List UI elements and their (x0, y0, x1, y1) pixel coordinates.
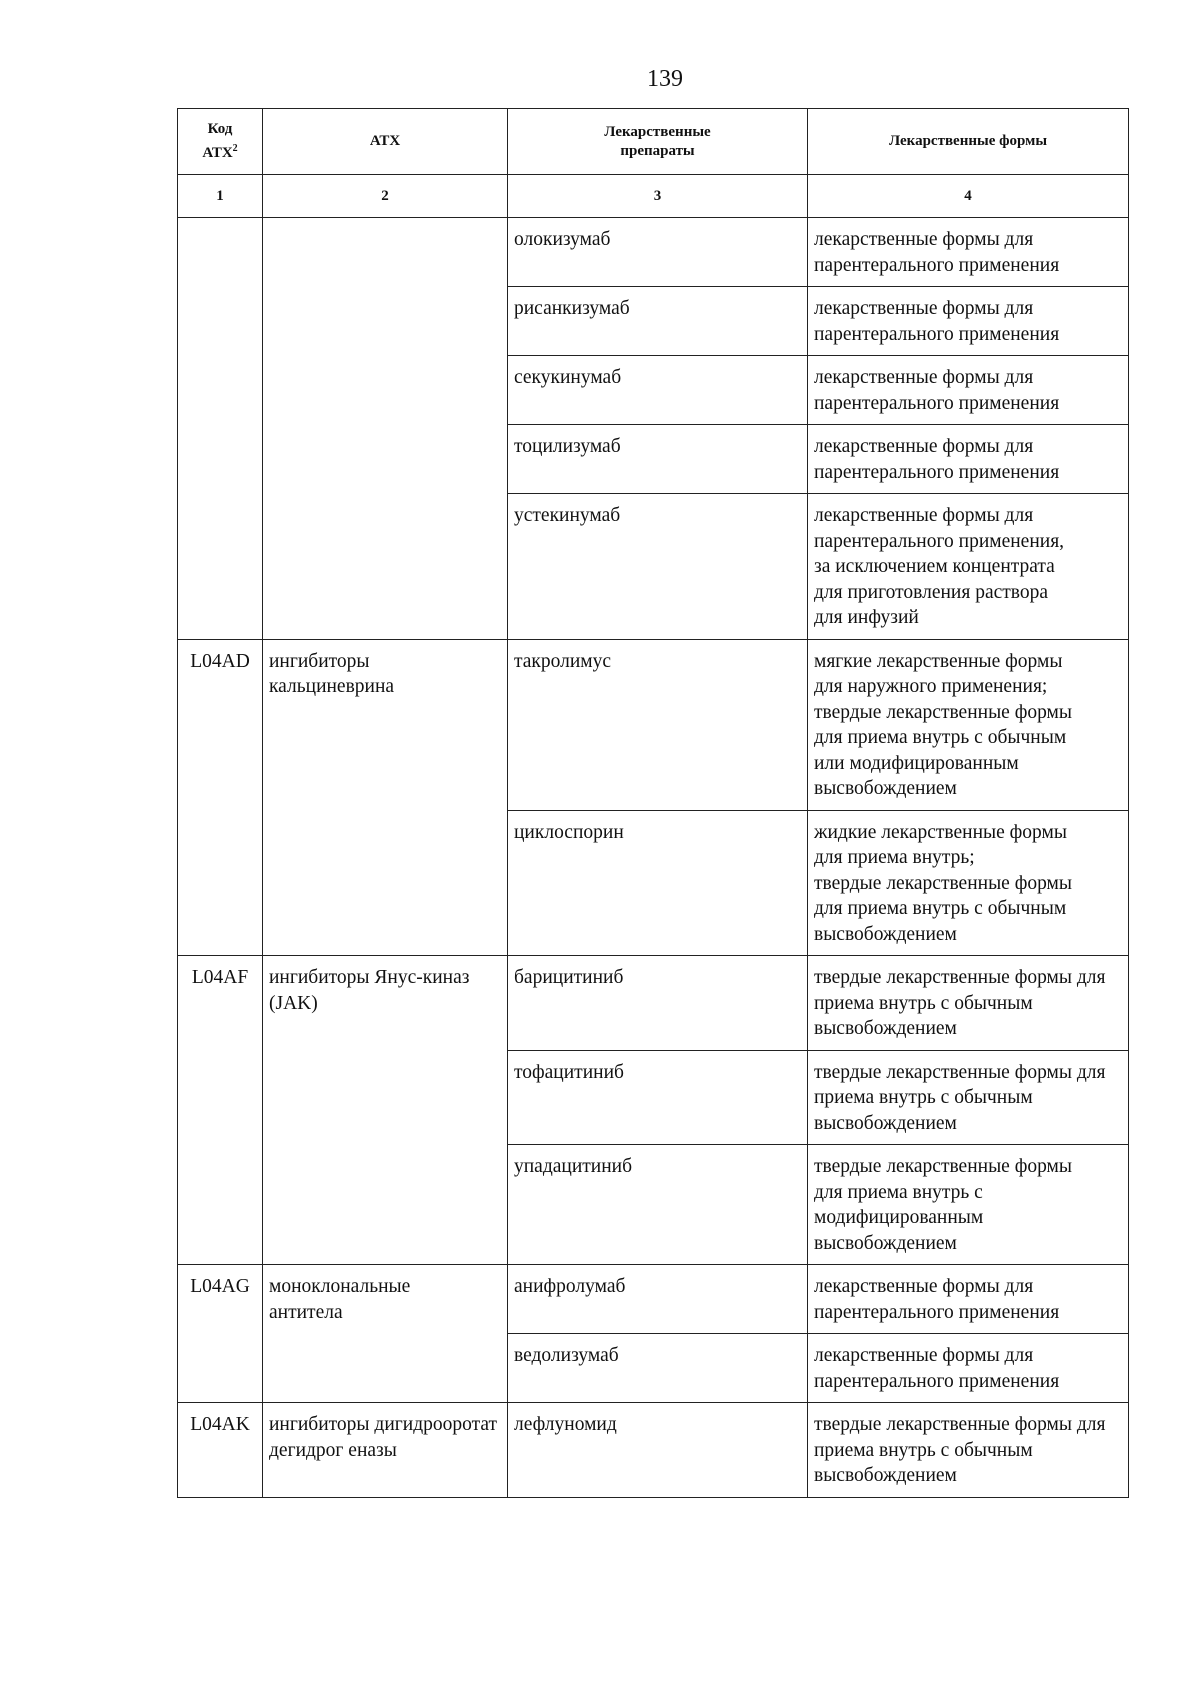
drug-name: анифролумаб (508, 1265, 808, 1334)
column-number: 4 (808, 175, 1129, 218)
table-row (178, 1265, 1129, 1334)
atx-name: ингибиторы дигидрооротатдегидрог еназы (263, 1403, 508, 1498)
drug-forms: твердые лекарственные формы для приема внутрь с модифицированным высвобождением (808, 1145, 1129, 1265)
drug-forms: мягкие лекарственные формы для наружного применения; твердые лекарственные формы для приема внутрь с обычным или модифицированным высвобождением (808, 639, 1129, 810)
table-row (178, 1403, 1129, 1498)
header-code: Код АТХ$^2$ (178, 109, 263, 175)
table-row (178, 218, 1129, 287)
drug-name: олокизумаб (508, 218, 808, 287)
drug-table (177, 108, 1129, 1498)
drug-forms: лекарственные формы для парентерального применения (808, 356, 1129, 425)
header-drugs: Лекарственные препараты (508, 109, 808, 175)
drug-name: устекинумаб (508, 494, 808, 640)
drug-name: барицитиниб (508, 956, 808, 1051)
column-numbers-row (178, 175, 1129, 218)
atx-code: L04AD (178, 639, 263, 956)
drug-forms: жидкие лекарственные формы для приема внутрь; твердые лекарственные формы для приема внутрь с обычным высвобождением (808, 810, 1129, 956)
drug-forms: лекарственные формы для парентерального применения (808, 425, 1129, 494)
drug-name: такролимус (508, 639, 808, 810)
table-body (178, 218, 1129, 1498)
drug-name: лефлуномид (508, 1403, 808, 1498)
atx-name: ингибиторы Янус-киназ (JAK) (263, 956, 508, 1265)
atx-name: ингибиторы кальциневрина (263, 639, 508, 956)
drug-forms: твердые лекарственные формы для приема внутрь с обычным высвобождением (808, 1403, 1129, 1498)
drug-name: секукинумаб (508, 356, 808, 425)
drug-name: рисанкизумаб (508, 287, 808, 356)
column-number: 1 (178, 175, 263, 218)
column-number: 2 (263, 175, 508, 218)
atx-code (178, 218, 263, 640)
page-number: 139 (647, 66, 683, 92)
drug-name: тоцилизумаб (508, 425, 808, 494)
drug-name: циклоспорин (508, 810, 808, 956)
atx-code: L04AK (178, 1403, 263, 1498)
drug-name: упадацитиниб (508, 1145, 808, 1265)
table-row (178, 956, 1129, 1051)
header-forms: Лекарственные формы (808, 109, 1129, 175)
drug-forms: твердые лекарственные формы для приема внутрь с обычным высвобождением (808, 1050, 1129, 1145)
header-atx: АТХ (263, 109, 508, 175)
drug-forms: лекарственные формы для парентерального применения (808, 218, 1129, 287)
drug-forms: лекарственные формы для парентерального применения (808, 1334, 1129, 1403)
table-row (178, 639, 1129, 810)
atx-code: L04AG (178, 1265, 263, 1403)
drug-forms: лекарственные формы для парентерального применения (808, 287, 1129, 356)
atx-name (263, 218, 508, 640)
atx-code: L04AF (178, 956, 263, 1265)
drug-name: ведолизумаб (508, 1334, 808, 1403)
header-row (178, 109, 1129, 175)
drug-forms: твердые лекарственные формы для приема внутрь с обычным высвобождением (808, 956, 1129, 1051)
drug-forms: лекарственные формы для парентерального применения (808, 1265, 1129, 1334)
drug-forms: лекарственные формы для парентерального применения, за исключением концентрата для приготовления раствора для инфузий (808, 494, 1129, 640)
column-number: 3 (508, 175, 808, 218)
drug-name: тофацитиниб (508, 1050, 808, 1145)
atx-name: моноклональные антитела (263, 1265, 508, 1403)
